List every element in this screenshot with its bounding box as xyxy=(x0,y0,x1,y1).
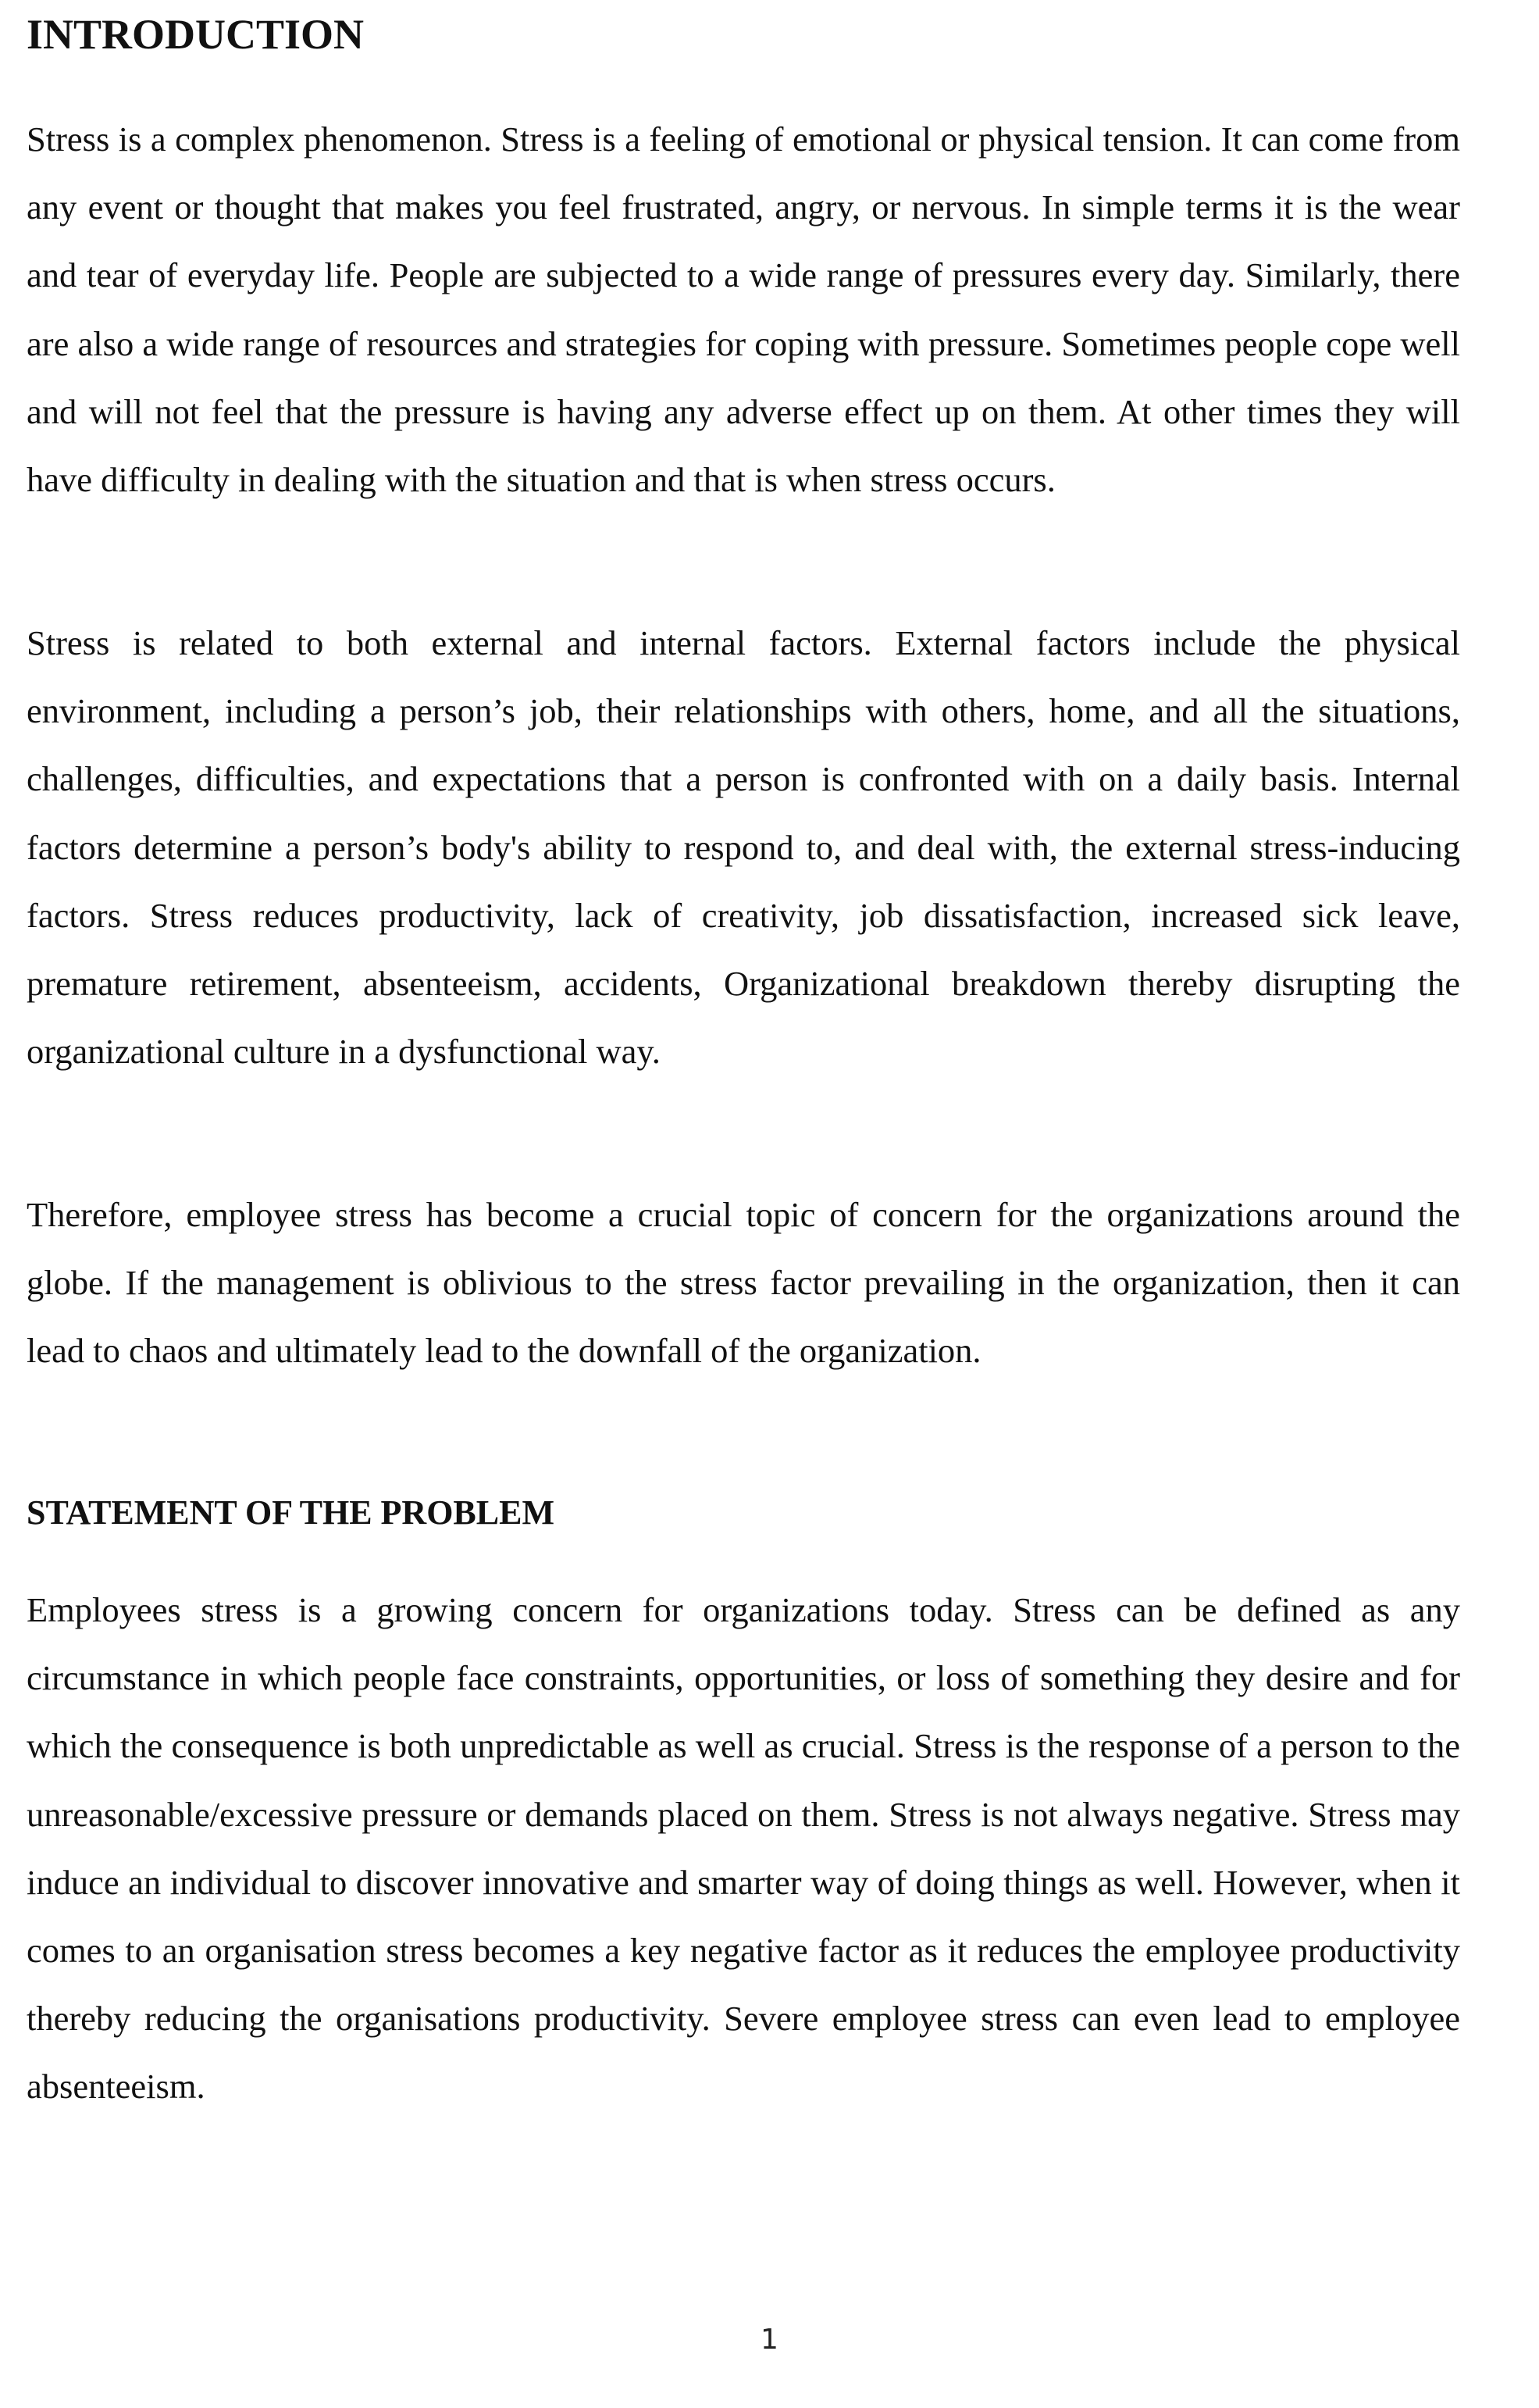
section-heading-introduction: INTRODUCTION xyxy=(27,11,365,58)
intro-paragraph-3: Therefore, employee stress has become a crucial topic of concern for the organizations around the globe. If the management is oblivious to the stress factor prevailing in the organization, then it can lead to chaos and ultimately lead to the downfall of the organization. xyxy=(27,1195,1460,1371)
problem-paragraph-1: Employees stress is a growing concern for organizations today. Stress can be defined as any circumstance in which people face constraints, opportunities, or loss of something they desire and for which the consequence is both unpredictable as well as crucial. Stress is the response of a person to the unreasonable/excessive pressure or demands placed on them. Stress is not always negative. Stress may induce an individual to discover innovative and smarter way of doing things as well. However, when it comes to an organisation stress becomes a key negative factor as it reduces the employee productivity thereby reducing the organisations productivity. Severe employee stress can even lead to employee absenteeism. xyxy=(27,1590,1460,2107)
intro-paragraph-1: Stress is a complex phenomenon. Stress is a feeling of emotional or physical tension. It can come from any event or thought that makes you feel frustrated, angry, or nervous. In simple terms it is the wear and tear of everyday life. People are subjected to a wide range of pressures every day. Similarly, there are also a wide range of resources and strategies for coping with pressure. Sometimes people cope well and will not feel that the pressure is having any adverse effect up on them. At other times they will have difficulty in dealing with the situation and that is when stress occurs. xyxy=(27,120,1460,500)
page-number: 1 xyxy=(761,2324,778,2356)
intro-paragraph-2: Stress is related to both external and internal factors. External factors include the physical environment, including a person’s job, their relationships with others, home, and all the situations, challenges, difficulties, and expectations that a person is confronted with on a daily basis. Internal factors determine a person’s body's ability to respond to, and deal with, the external stress-inducing factors. Stress reduces productivity, lack of creativity, job dissatisfaction, increased sick leave, premature retirement, absenteeism, accidents, Organizational breakdown thereby disrupting the organizational culture in a dysfunctional way. xyxy=(27,623,1460,1072)
section-heading-statement-of-the-problem: STATEMENT OF THE PROBLEM xyxy=(27,1493,555,1532)
